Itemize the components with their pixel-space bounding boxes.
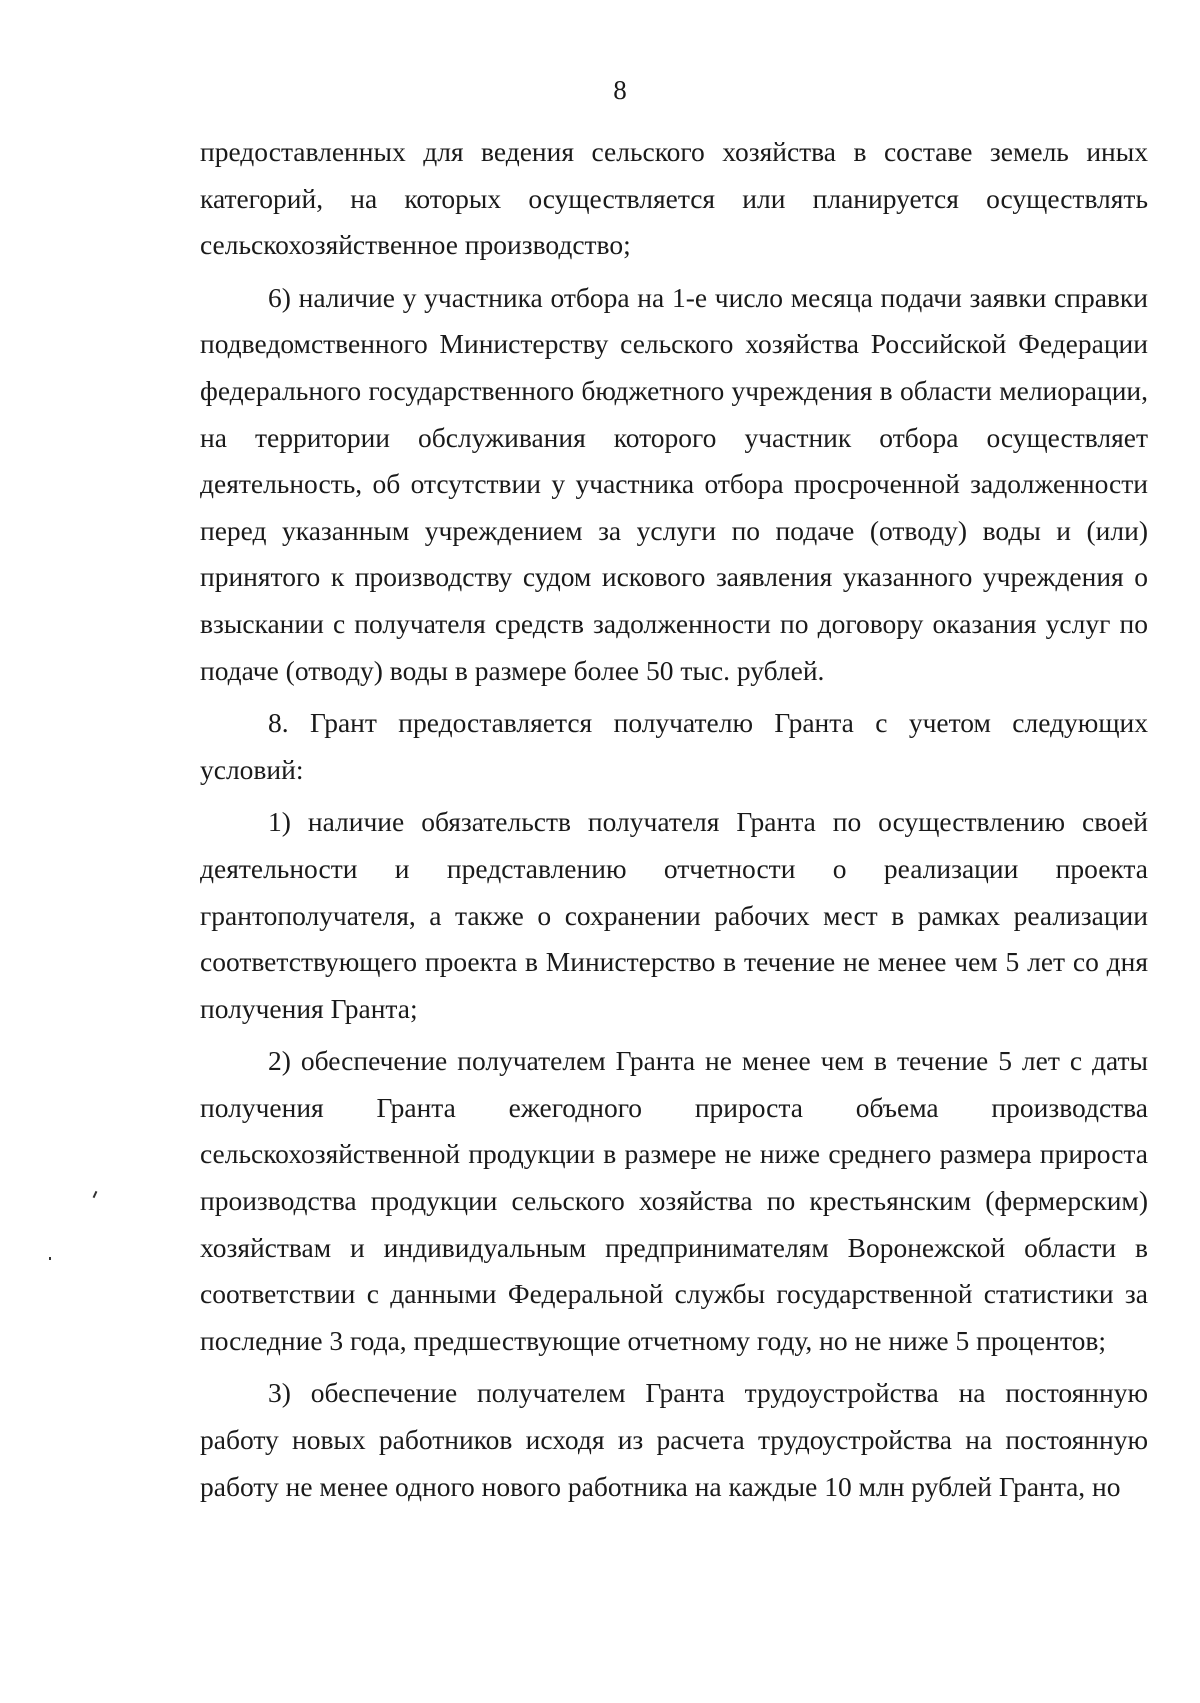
paragraph-section-8: 8. Грант предоставляется получателю Гранта с учетом следующих условий:: [200, 707, 1148, 785]
scan-artifact: [93, 1191, 98, 1198]
paragraph-condition-1: 1) наличие обязательств получателя Гранта по осуществлению своей деятельности и представлению отчетности о реализации проекта грантополучателя, а также о сохранении рабочих мест в рамках реализации соответствующего проекта в Министерство в течение не менее чем 5 лет со дня получения Гранта;: [200, 806, 1148, 1024]
page-number: 8: [613, 75, 627, 105]
paragraph-condition-2: 2) обеспечение получателем Гранта не менее чем в течение 5 лет с даты получения Гранта ежегодного прироста объема производства сельскохозяйственной продукции в размере не ниже среднего размера прироста производства продукции сельского хозяйства по крестьянским (фермерским) хозяйствам и индивидуальным предпринимателям Воронежской области в соответствии с данными Федеральной службы государственной статистики за последние 3 года, предшествующие отчетному году, но не ниже 5 процентов;: [200, 1045, 1148, 1356]
paragraph-continuation: предоставленных для ведения сельского хозяйства в составе земель иных категорий, на которых осуществляется или планируется осуществлять сельскохозяйственное производство;: [200, 136, 1148, 261]
paragraph-condition-3: 3) обеспечение получателем Гранта трудоустройства на постоянную работу новых работников исходя из расчета трудоустройства на постоянную работу не менее одного нового работника на каждые 10 млн рублей Гранта, но: [200, 1377, 1148, 1502]
paragraph-item-6: 6) наличие у участника отбора на 1-е число месяца подачи заявки справки подведомственного Министерству сельского хозяйства Российской Федерации федерального государственного бюджетного учреждения в области мелиорации, на территории обслуживания которого участник отбора осуществляет деятельность, об отсутствии у участника отбора просроченной задолженности перед указанным учреждением за услуги по подаче (отводу) воды и (или) принятого к производству судом искового заявления указанного учреждения о взыскании с получателя средств задолженности по договору оказания услуг по подаче (отводу) воды в размере более 50 тыс. рублей.: [200, 281, 1148, 686]
document-body: [200, 129, 1148, 1510]
scan-artifact: [49, 1257, 51, 1260]
